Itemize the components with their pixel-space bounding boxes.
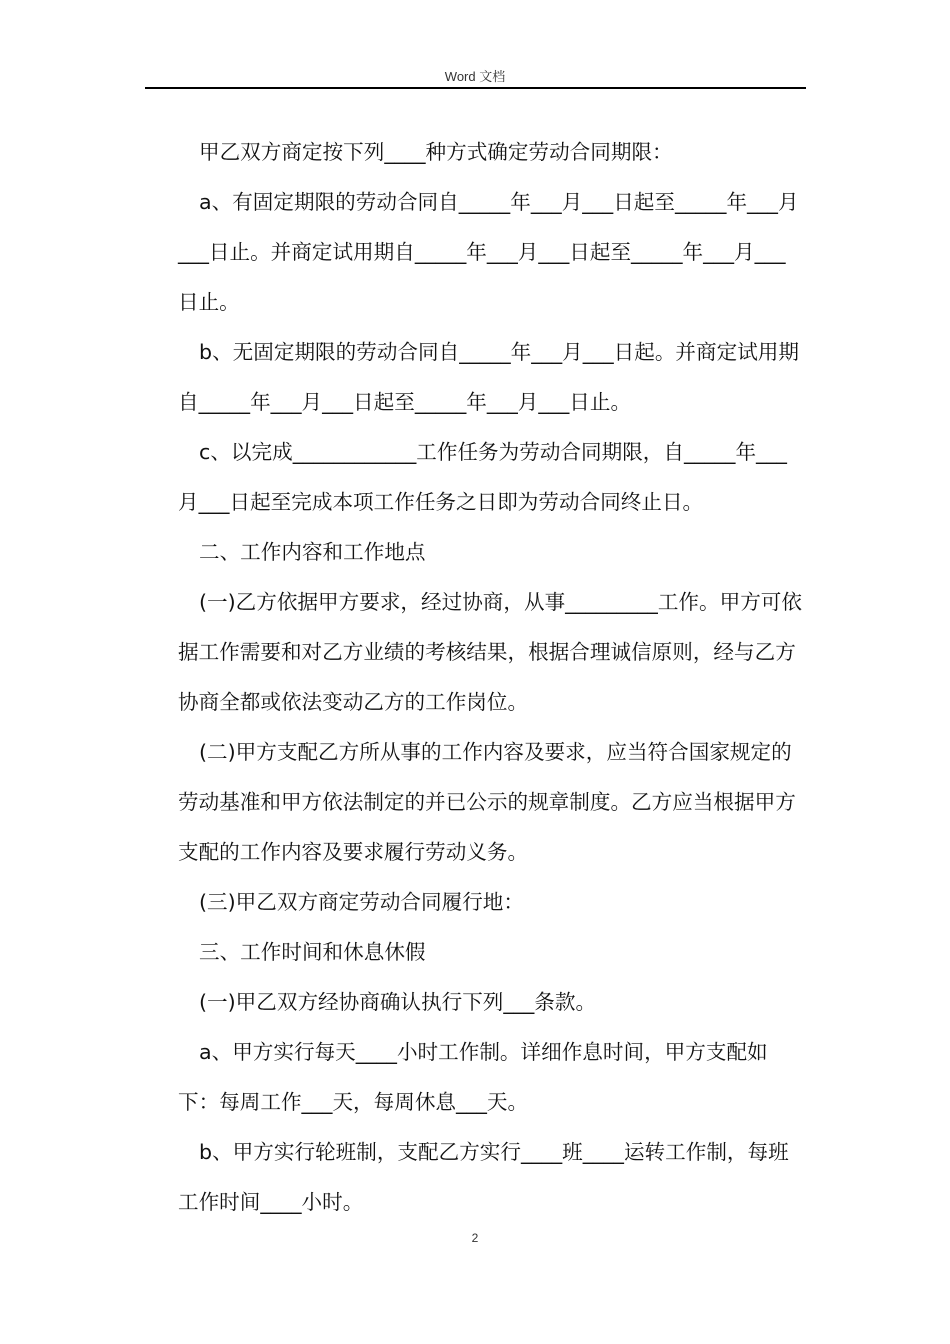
section-heading-working-hours: 三、工作时间和休息休假 [199, 940, 426, 964]
paragraph-fixed-term: a、有固定期限的劳动合同自_____年___月___日起至_____年___月___日止。并商定试用期自_____年___月___日起至_____年___月___日止。 [178, 190, 799, 314]
paragraph-clause-selection: (一)甲乙双方经协商确认执行下列___条款。 [199, 990, 597, 1014]
paragraph-work-assignment: (一)乙方依据甲方要求，经过协商，从事_________工作。甲方可依据工作需要和对乙方业绩的考核结果，根据合理诚信原则，经与乙方协商全都或依法变动乙方的工作岗位。 [178, 590, 802, 714]
paragraph-shift-work: b、甲方实行轮班制，支配乙方实行____班____运转工作制，每班工作时间____小时。 [178, 1140, 789, 1214]
paragraph-work-location: (三)甲乙双方商定劳动合同履行地： [199, 890, 524, 914]
page-number: 2 [471, 1231, 479, 1245]
paragraph-open-term: b、无固定期限的劳动合同自_____年___月___日起。并商定试用期自_____年___月___日起至_____年___月___日止。 [178, 340, 799, 414]
section-heading-work-content: 二、工作内容和工作地点 [199, 540, 426, 564]
paragraph-standard-hours: a、甲方实行每天____小时工作制。详细作息时间，甲方支配如下：每周工作___天，每周休息___天。 [178, 1040, 768, 1114]
page-header-title: Word 文档 [444, 69, 506, 84]
document-body [178, 127, 803, 1227]
paragraph-task-term: c、以完成____________工作任务为劳动合同期限，自_____年___月___日起至完成本项工作任务之日即为劳动合同终止日。 [178, 440, 787, 514]
header-divider [145, 87, 806, 89]
paragraph-contract-term-intro: 甲乙双方商定按下列____种方式确定劳动合同期限： [199, 140, 673, 164]
paragraph-work-requirements: (二)甲方支配乙方所从事的工作内容及要求，应当符合国家规定的劳动基准和甲方依法制定的并已公示的规章制度。乙方应当根据甲方支配的工作内容及要求履行劳动义务。 [178, 740, 796, 864]
